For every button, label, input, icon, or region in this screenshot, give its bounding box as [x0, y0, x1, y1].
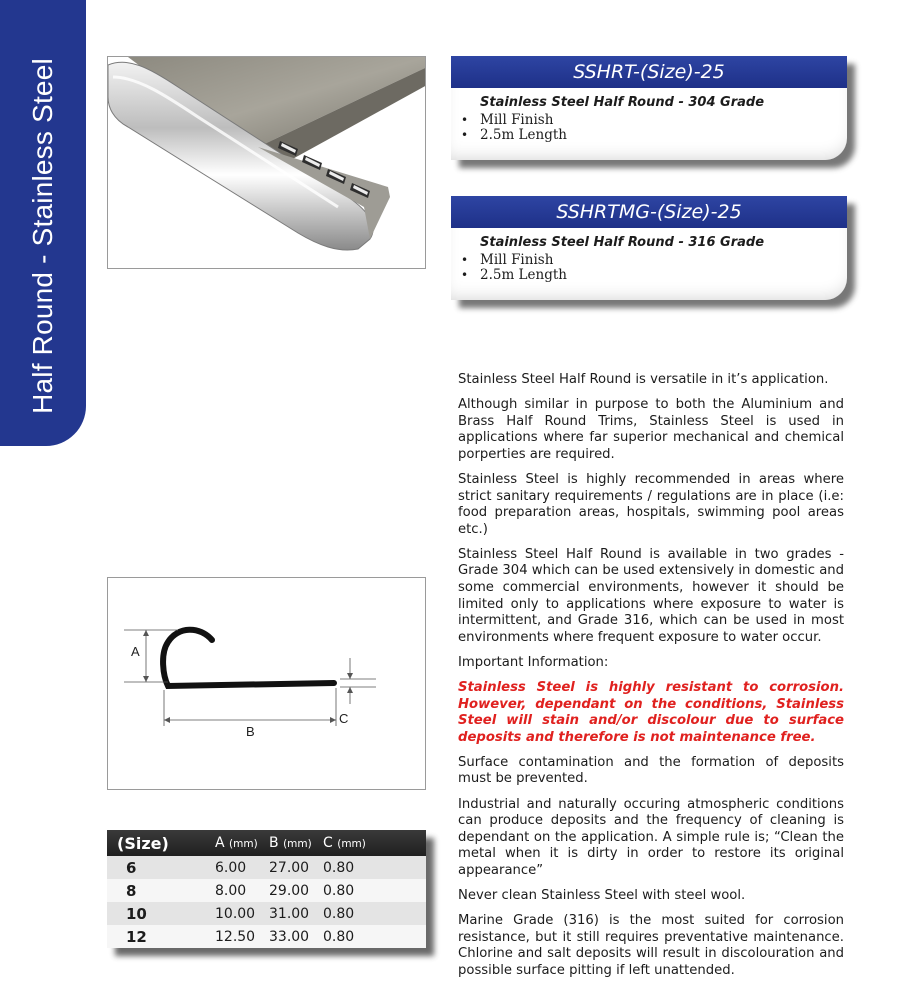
profile-drawing	[108, 578, 427, 791]
paragraph: Industrial and naturally occuring atmospheric conditions can produce deposits and the frequency of cleaning is dependant on the application. A simple rule is; “Clean the metal when it is dirty in order to restore its original appearance”	[458, 796, 844, 878]
paragraph: Stainless Steel Half Round is versatile in it’s application.	[458, 372, 829, 387]
table-header-row	[107, 830, 426, 856]
list-item: • 2.5m Length	[461, 128, 847, 143]
card-subtitle: Stainless Steel Half Round - 316 Grade	[480, 235, 765, 250]
cell-a: 8.00	[215, 879, 269, 902]
warning-paragraph: Stainless Steel is highly resistant to corrosion. However, dependant on the conditions, Stainless Steel will stain and/or discolour due to surface deposits and therefore is not maintenance free.	[458, 680, 844, 745]
description	[458, 372, 844, 988]
card-code: SSHRTMG-(Size)-25	[451, 196, 847, 228]
cell-size: 12	[107, 925, 215, 948]
card-code: SSHRT-(Size)-25	[451, 56, 847, 88]
header-a: A (mm)	[215, 830, 269, 856]
profile-diagram	[107, 577, 426, 790]
cell-a: 6.00	[215, 856, 269, 879]
feature-list	[461, 253, 847, 283]
size-table	[107, 830, 426, 948]
paragraph: Never clean Stainless Steel with steel wool.	[458, 888, 746, 904]
table-row	[107, 879, 426, 902]
cell-b: 33.00	[269, 925, 323, 948]
dimension-b-label: B	[246, 724, 255, 739]
cell-b: 29.00	[269, 879, 323, 902]
cell-b: 27.00	[269, 856, 323, 879]
cell-size: 10	[107, 902, 215, 925]
cell-c: 0.80	[323, 925, 426, 948]
paragraph: Stainless Steel is highly recommended in areas where strict sanitary requirements / regulations are in place (i.e: food preparation areas, hospitals, swimming pool areas etc.)	[458, 471, 844, 537]
side-tab-title: Half Round - Stainless Steel	[27, 58, 58, 414]
list-item: • 2.5m Length	[461, 268, 847, 283]
cell-c: 0.80	[323, 902, 426, 925]
cell-c: 0.80	[323, 879, 426, 902]
paragraph: Marine Grade (316) is the most suited for corrosion resistance, but it still requires preventative maintenance. Chlorine and salt deposits will result in discolouration and possible surface pitting if left unattended.	[458, 913, 844, 978]
table-row	[107, 902, 426, 925]
cell-size: 6	[107, 856, 215, 879]
half-round-trim-photo	[108, 57, 426, 269]
feature-list	[461, 113, 847, 143]
side-tab	[0, 0, 86, 446]
header-c: C (mm)	[323, 830, 426, 856]
header-size: (Size)	[107, 830, 215, 856]
spec-card-304	[451, 56, 847, 160]
dimension-a-label: A	[131, 644, 140, 659]
cell-a: 12.50	[215, 925, 269, 948]
cell-b: 31.00	[269, 902, 323, 925]
cell-a: 10.00	[215, 902, 269, 925]
list-item: • Mill Finish	[461, 253, 847, 268]
dimension-c-label: C	[339, 711, 349, 726]
card-subtitle: Stainless Steel Half Round - 304 Grade	[480, 95, 765, 110]
cell-size: 8	[107, 879, 215, 902]
paragraph: Stainless Steel Half Round is available in two grades - Grade 304 which can be used extensively in domestic and some commercial environments, however it should be limited only to applications where exposure to water is intermittent, and Grade 316, which can be used in most environments where frequent exposure to water occur.	[458, 546, 844, 645]
cell-c: 0.80	[323, 856, 426, 879]
product-photo	[107, 56, 426, 269]
paragraph: Although similar in purpose to both the Aluminium and Brass Half Round Trims, Stainless Steel is used in applications where far superior mechanical and chemical porperties are required.	[458, 397, 844, 462]
table-row	[107, 856, 426, 879]
list-item: • Mill Finish	[461, 113, 847, 128]
table-row	[107, 925, 426, 948]
profile-outline	[163, 630, 334, 686]
paragraph: Surface contamination and the formation of deposits must be prevented.	[458, 754, 844, 787]
spec-card-316	[451, 196, 847, 300]
header-b: B (mm)	[269, 830, 323, 856]
paragraph: Important Information:	[458, 654, 609, 670]
